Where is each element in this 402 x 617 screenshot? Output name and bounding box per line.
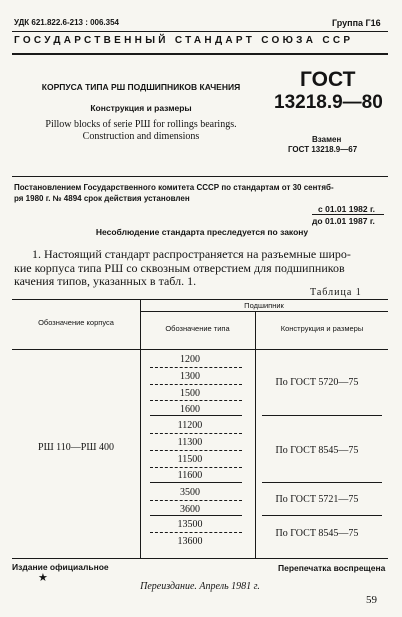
col-design-header: Конструкция и размеры <box>280 324 364 333</box>
type-cell: 11600 <box>177 470 203 481</box>
star-icon: ★ <box>38 572 48 584</box>
group-divider <box>150 482 242 483</box>
row-divider <box>150 400 242 401</box>
type-cell: 11500 <box>177 454 203 465</box>
housing-value: РШ 110—РШ 400 <box>38 442 114 453</box>
group-divider <box>150 515 242 516</box>
reprint-prohibited: Перепечатка воспрещена <box>278 563 386 573</box>
reprint-note: Переиздание. Апрель 1981 г. <box>140 581 260 592</box>
title-ru-main: КОРПУСА ТИПА РШ ПОДШИПНИКОВ КАЧЕНИЯ <box>41 82 241 92</box>
table-caption: Таблица 1 <box>310 287 362 298</box>
decree-line1: Постановлением Государственного комитета СССР по стандартам от 30 сентяб- <box>14 183 334 192</box>
type-cell: 3500 <box>180 487 200 498</box>
type-cell: 13600 <box>177 536 203 547</box>
type-cell: 11300 <box>177 437 203 448</box>
title-ru-sub: Конструкция и размеры <box>90 103 192 113</box>
col-housing-header: Обозначение корпуса <box>38 318 114 327</box>
col-bearing-header: Подшипник <box>244 301 284 310</box>
ref-divider <box>262 415 382 416</box>
type-cell: 13500 <box>177 519 203 530</box>
type-cell: 11200 <box>177 420 203 431</box>
validity-to: до 01.01 1987 г. <box>312 216 375 226</box>
design-ref: По ГОСТ 8545—75 <box>275 528 359 539</box>
gost-label: ГОСТ <box>300 68 356 91</box>
design-ref: По ГОСТ 8545—75 <box>275 445 359 456</box>
row-divider <box>150 384 242 385</box>
group-divider <box>150 415 242 416</box>
row-divider <box>150 367 242 368</box>
table-top-rule <box>12 299 388 300</box>
replaces-value: ГОСТ 13218.9—67 <box>288 145 358 154</box>
title-en-line2: Construction and dimensions <box>82 131 200 142</box>
design-ref: По ГОСТ 5720—75 <box>275 377 359 388</box>
law-notice: Несоблюдение стандарта преследуется по закону <box>95 227 309 237</box>
ref-divider <box>262 515 382 516</box>
validity-from: с 01.01 1982 г. <box>318 204 376 214</box>
type-cell: 3600 <box>180 504 200 515</box>
paragraph-line1: 1. Настоящий стандарт распространяется на разъемные широ- <box>32 247 351 261</box>
table-bottom-rule <box>12 558 388 559</box>
replaces-label: Взамен <box>312 135 342 144</box>
type-cell: 1500 <box>180 388 200 399</box>
table-vline-1 <box>140 299 141 559</box>
paragraph-line3: качения типов, указанных в табл. 1. <box>14 274 197 288</box>
page-number: 59 <box>366 594 377 606</box>
decree-line2: ря 1980 г. № 4894 срок действия установлен <box>14 194 190 203</box>
ref-divider <box>262 482 382 483</box>
row-divider <box>150 532 242 533</box>
table-header-bottom-rule <box>12 349 388 350</box>
state-standard-banner: ГОСУДАРСТВЕННЫЙ СТАНДАРТ СОЮЗА ССР <box>14 35 354 46</box>
table-vline-2 <box>255 311 256 559</box>
col-type-header: Обозначение типа <box>165 324 230 333</box>
title-en-line1: Pillow blocks of serie РШ for rollings bearings. <box>45 119 237 130</box>
table-bearing-rule <box>140 311 388 312</box>
type-cell: 1600 <box>180 404 200 415</box>
row-divider <box>150 433 242 434</box>
row-divider <box>150 450 242 451</box>
gost-number: 13218.9—80 <box>274 92 383 113</box>
type-cell: 1200 <box>180 354 200 365</box>
row-divider <box>150 500 242 501</box>
design-ref: По ГОСТ 5721—75 <box>275 494 359 505</box>
group-code: Группа Г16 <box>332 18 381 28</box>
official-edition: Издание официальное <box>12 562 109 572</box>
udc-code: УДК 621.822.6-213 : 006.354 <box>14 18 120 27</box>
paragraph-line2: кие корпуса типа РШ со сквозным отверстием для подшипников <box>14 260 345 275</box>
row-divider <box>150 467 242 468</box>
type-cell: 1300 <box>180 371 200 382</box>
